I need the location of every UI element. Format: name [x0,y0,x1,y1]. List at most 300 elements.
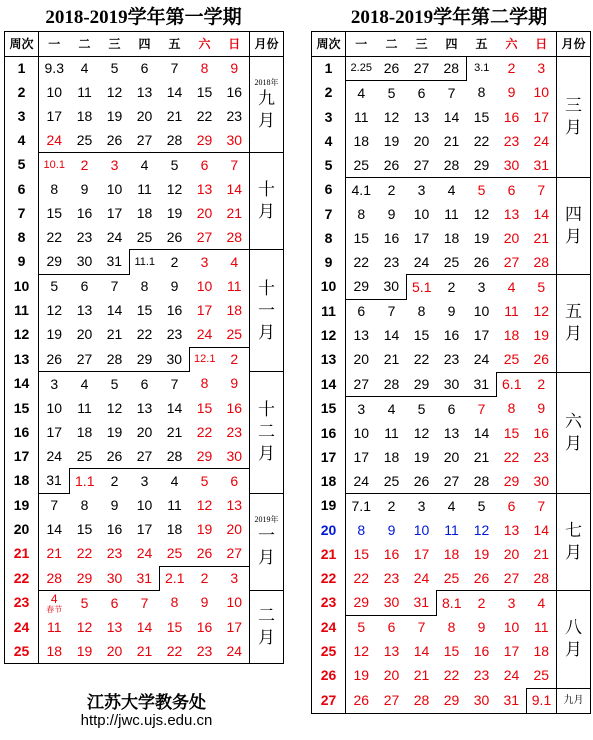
day-cell: 23 [443,351,460,368]
day-cell: 19 [473,229,490,246]
week-row [312,397,591,422]
day-cell: 14 [533,521,550,538]
day-cell: 9 [230,60,239,76]
week-number: 19 [5,493,39,518]
weekday-header: 四 [130,32,160,57]
weekday-header: 六 [497,32,527,57]
day-cell: 14 [473,424,490,441]
day-cell: 30 [160,347,190,372]
day-cell: 18 [353,132,370,149]
day-cell: 9 [387,521,396,538]
week-number: 7 [312,202,346,226]
week-number: 10 [5,274,39,299]
day-cell: 10.1 [39,153,70,178]
day-cell: 21 [533,545,550,562]
day-cell: 21 [166,107,183,124]
day-cell: 2.1 [160,566,190,591]
day-cell: 31 [39,469,70,494]
day-cell: 16 [166,302,183,318]
day-cell: 24 [353,472,370,489]
day-cell: 8.1 [437,591,467,616]
day-cell: 21 [106,326,123,343]
day-cell: 20 [503,229,520,246]
day-cell: 5 [110,375,119,392]
day-cell: 28 [39,566,70,591]
week-header: 周次 [312,32,346,57]
day-cell: 27 [136,447,153,464]
day-cell: 6 [447,400,456,417]
week-number: 20 [312,518,346,542]
day-cell: 28 [377,372,407,397]
day-cell: 13 [353,327,370,343]
day-cell: 17 [473,327,490,343]
day-cell: 8 [357,521,366,538]
day-cell: 23 [383,569,400,586]
week-number: 4 [5,128,39,153]
day-cell: 24 [473,351,490,368]
day-cell: 31 [467,372,497,397]
week-row [5,299,284,323]
day-cell: 6 [497,494,527,519]
day-cell: 17 [46,107,63,124]
day-cell: 30 [503,156,520,173]
week-row [5,323,284,348]
day-cell: 7 [220,153,250,178]
day-cell: 30 [377,591,407,616]
day-cell: 26 [473,253,490,270]
day-cell: 7 [50,497,59,513]
day-cell: 12 [196,496,213,513]
semester2-calendar [311,31,591,714]
day-cell: 10 [413,205,430,222]
day-cell: 8 [50,180,59,197]
day-cell: 23 [196,642,213,659]
month-label-jun: 六月 [557,372,591,494]
day-cell: 13 [413,108,430,125]
weekday-header: 一 [39,32,70,57]
day-cell: 22 [166,642,183,659]
week-row [5,396,284,420]
day-cell: 17 [46,423,63,440]
day-cell: 25 [76,131,93,148]
day-cell: 28 [437,57,467,81]
day-cell: 7 [110,278,119,294]
day-cell: 3 [497,591,527,616]
day-cell: 3 [407,494,437,519]
day-cell: 11 [444,205,459,222]
day-cell: 21 [413,667,430,684]
day-cell: 15 [413,327,430,343]
day-cell: 16 [443,327,460,343]
day-cell: 26 [346,688,377,713]
day-cell: 6 [190,153,220,178]
day-cell: 18 [46,642,63,659]
week-row [312,688,591,713]
day-cell: 4 [130,153,160,178]
week-row [5,372,284,397]
day-cell: 19 [353,667,370,684]
month-label-feb: 二月 [250,591,284,664]
day-cell: 31 [100,250,130,275]
day-cell: 20 [136,107,153,124]
week-number: 24 [5,615,39,639]
day-cell: 30 [226,447,243,464]
day-cell: 25 [443,253,460,270]
week-row [5,274,284,299]
day-cell: 13 [443,424,460,441]
semester1-calendar [4,31,284,664]
day-cell: 22 [196,107,213,124]
day-cell: 22 [473,132,490,149]
week-row [5,153,284,178]
day-cell: 28 [100,347,130,372]
week-row [5,420,284,444]
day-cell: 9 [200,594,209,611]
day-cell: 28 [533,569,550,586]
week-number: 4 [312,129,346,153]
day-cell: 11 [167,496,182,513]
day-cell: 2 [190,566,220,591]
day-cell: 8 [80,496,89,513]
week-number: 24 [312,615,346,640]
day-cell: 31 [130,566,160,591]
day-cell: 17 [503,643,520,659]
day-cell: 4 [437,178,467,203]
footer-office: 江苏大学教务处 [87,693,206,713]
weekday-header: 四 [437,32,467,57]
week-row [312,421,591,445]
week-number: 16 [5,420,39,444]
day-cell: 15 [503,424,520,441]
day-cell: 16 [473,643,490,659]
day-cell: 8 [507,400,516,417]
day-cell: 11 [504,302,519,319]
day-cell: 24 [196,326,213,342]
weekday-header: 二 [377,32,407,57]
footer-url[interactable]: http://jwc.ujs.edu.cn [80,712,213,729]
month-header: 月份 [557,32,591,57]
day-cell: 14 [46,521,63,537]
day-cell: 22 [503,448,520,465]
day-cell: 24 [226,642,243,659]
week-row [5,469,284,494]
day-cell: 19 [533,327,550,343]
day-cell: 22 [413,351,430,368]
day-cell: 9.3 [44,60,64,76]
week-number: 25 [5,639,39,664]
week-row [312,542,591,566]
day-cell: 20 [353,351,370,368]
weekday-header: 三 [407,32,437,57]
week-number: 21 [5,542,39,567]
day-cell: 17 [353,448,370,465]
month-label-aug: 八月 [557,591,591,689]
weekday-header: 日 [220,32,250,57]
weekday-header: 六 [190,32,220,57]
day-cell: 9.1 [527,688,557,713]
week-number: 14 [312,372,346,397]
week-row [312,494,591,519]
day-cell: 10 [533,84,550,101]
day-cell: 8 [357,205,366,222]
day-cell: 30 [437,372,467,397]
day-cell: 3 [220,566,250,591]
day-cell: 9 [110,496,119,513]
day-cell: 19 [413,448,430,465]
weekday-header: 五 [467,32,497,57]
day-cell: 26 [106,447,123,464]
day-cell: 2 [160,250,190,275]
day-cell: 27 [443,472,460,489]
day-cell: 10 [473,302,490,319]
day-cell: 9 [230,375,239,392]
day-cell: 13 [106,618,123,635]
day-cell: 10 [353,424,370,441]
day-cell: 15 [353,545,370,562]
day-cell: 18 [383,448,400,465]
day-cell: 12 [76,618,93,635]
week-row [5,250,284,275]
week-number: 15 [312,397,346,422]
week-number: 9 [5,250,39,275]
day-cell: 11 [226,277,242,294]
day-cell: 2 [377,494,407,519]
day-cell: 18 [443,545,460,562]
week-row [5,542,284,567]
day-cell: 12 [413,424,430,441]
day-cell: 28 [407,688,437,713]
week-row [5,201,284,225]
day-cell: 2 [377,178,407,203]
day-cell: 20 [413,132,430,149]
day-cell: 19 [383,132,400,149]
day-cell: 25 [76,447,93,464]
day-cell: 20 [196,204,213,221]
day-cell: 10 [503,618,520,635]
day-cell: 12 [46,302,63,318]
week-number: 2 [312,81,346,106]
day-cell: 12 [166,180,183,197]
day-cell: 11 [384,424,399,441]
week-row [312,445,591,469]
day-cell: 21 [533,229,550,246]
day-cell: 3 [527,57,557,81]
week-row [312,202,591,226]
day-cell: 25 [166,545,183,561]
week-row [312,275,591,300]
day-cell: 28 [226,228,243,245]
day-cell: 30 [70,250,100,275]
day-cell: 7 [527,494,557,519]
day-cell: 14 [533,205,550,222]
day-cell: 19 [76,642,93,659]
day-cell: 19 [106,423,123,440]
week-number: 13 [5,347,39,372]
day-cell: 10 [136,496,153,513]
week-row [5,80,284,104]
week-number: 14 [5,372,39,397]
week-row [312,324,591,348]
day-cell: 11.1 [130,250,160,275]
day-cell: 12 [106,83,123,100]
day-cell: 3 [357,400,366,417]
week-header: 周次 [5,32,39,57]
day-cell: 16 [196,618,213,635]
day-cell: 15 [196,83,213,100]
day-cell: 10 [196,277,213,294]
day-cell: 29 [437,688,467,713]
day-cell: 19 [46,326,63,343]
day-cell: 2 [497,57,527,81]
day-cell: 18 [76,107,93,124]
day-cell: 21 [136,642,153,659]
day-cell: 28 [473,472,490,489]
day-cell: 24 [136,545,153,562]
day-cell: 27 [377,688,407,713]
day-cell: 19 [106,107,123,124]
week-row [312,105,591,129]
week-number: 13 [312,348,346,373]
day-cell: 24 [503,667,520,684]
day-cell: 28 [533,253,550,270]
day-cell: 30 [100,566,130,591]
day-cell: 16 [76,204,93,221]
month-label-may: 五月 [557,275,591,373]
day-cell: 27 [407,57,437,81]
day-cell: 2 [220,347,250,372]
day-cell: 16 [226,399,243,416]
week-number: 5 [312,153,346,178]
weekday-header: 二 [70,32,100,57]
day-cell: 4 [497,275,527,300]
day-cell: 11 [533,618,549,635]
week-number: 22 [312,566,346,591]
week-number: 11 [312,299,346,324]
day-cell: 12 [353,643,370,659]
day-cell: 27 [226,545,243,561]
day-cell: 24 [413,569,430,586]
day-cell: 27 [196,228,213,245]
day-cell: 29 [407,372,437,397]
day-cell: 27 [70,347,100,372]
day-cell: 9 [170,277,179,294]
day-cell: 28 [166,447,183,464]
day-cell: 19 [196,521,213,537]
week-number: 2 [5,80,39,104]
day-cell: 15 [166,618,183,635]
week-row [5,225,284,250]
day-cell: 11 [137,180,152,197]
weekday-header: 五 [160,32,190,57]
week-number: 23 [312,591,346,616]
day-cell: 11 [77,399,92,416]
day-cell: 25 [533,667,550,683]
day-cell: 11 [77,83,92,100]
day-cell: 6 [220,469,250,494]
day-cell: 3 [50,375,59,392]
day-cell: 24 [46,447,63,464]
day-cell: 13 [383,643,400,659]
day-cell: 31 [533,156,550,173]
day-cell: 18 [226,302,243,318]
day-cell: 8 [477,84,486,101]
week-number: 12 [5,323,39,348]
day-cell: 10 [46,399,63,416]
day-cell: 14 [226,180,243,197]
day-cell: 20 [503,545,520,562]
month-label-jan: 2019年 一月 [250,493,284,591]
day-cell: 8 [140,277,149,294]
day-cell: 7 [170,375,179,392]
day-cell: 24 [413,253,430,270]
day-cell: 14 [413,643,430,659]
week-number: 21 [312,542,346,566]
month-label-nov: 十一月 [250,250,284,372]
day-cell: 23 [76,228,93,245]
day-cell: 14 [106,302,123,318]
week-row [312,250,591,275]
day-cell: 5 [467,494,497,519]
day-cell: 29 [346,275,377,300]
day-cell: 7 [387,303,396,319]
day-cell: 24 [106,228,123,245]
week-row [5,493,284,518]
day-cell: 16 [226,83,243,100]
day-cell: 15 [136,302,153,318]
day-cell: 17 [136,521,153,537]
weekday-header: 一 [346,32,377,57]
day-cell: 5 [357,619,366,635]
day-cell: 6 [417,84,426,101]
month-label-mar: 三月 [557,57,591,178]
day-cell: 21 [226,204,243,221]
week-number: 25 [312,640,346,664]
day-cell: 16 [106,521,123,537]
week-row [312,81,591,106]
day-cell: 19 [166,204,183,221]
day-cell: 12 [533,302,550,319]
week-number: 20 [5,518,39,542]
day-cell: 30 [533,472,550,489]
week-row [5,639,284,664]
day-cell: 4 [437,494,467,519]
day-cell: 9 [387,205,396,222]
day-cell: 7 [417,619,426,635]
day-cell: 16 [383,229,400,246]
day-cell: 29 [473,156,490,173]
day-cell: 31 [497,688,527,713]
week-row [5,347,284,372]
day-cell: 13 [196,180,213,197]
day-cell: 10 [226,594,243,611]
week-row [312,226,591,250]
day-cell: 4 [80,375,89,392]
day-cell: 15 [196,399,213,416]
week-row [312,348,591,373]
day-cell: 16 [383,545,400,562]
week-row [312,566,591,591]
month-header: 月份 [250,32,284,57]
day-cell: 22 [353,569,370,586]
day-cell: 3 [407,178,437,203]
day-cell: 26 [166,228,183,245]
week-number: 6 [5,177,39,201]
week-number: 23 [5,591,39,616]
day-cell: 10 [413,521,430,538]
day-cell: 29 [196,131,213,148]
day-cell: 23 [226,107,243,124]
day-cell: 5 [110,60,119,76]
